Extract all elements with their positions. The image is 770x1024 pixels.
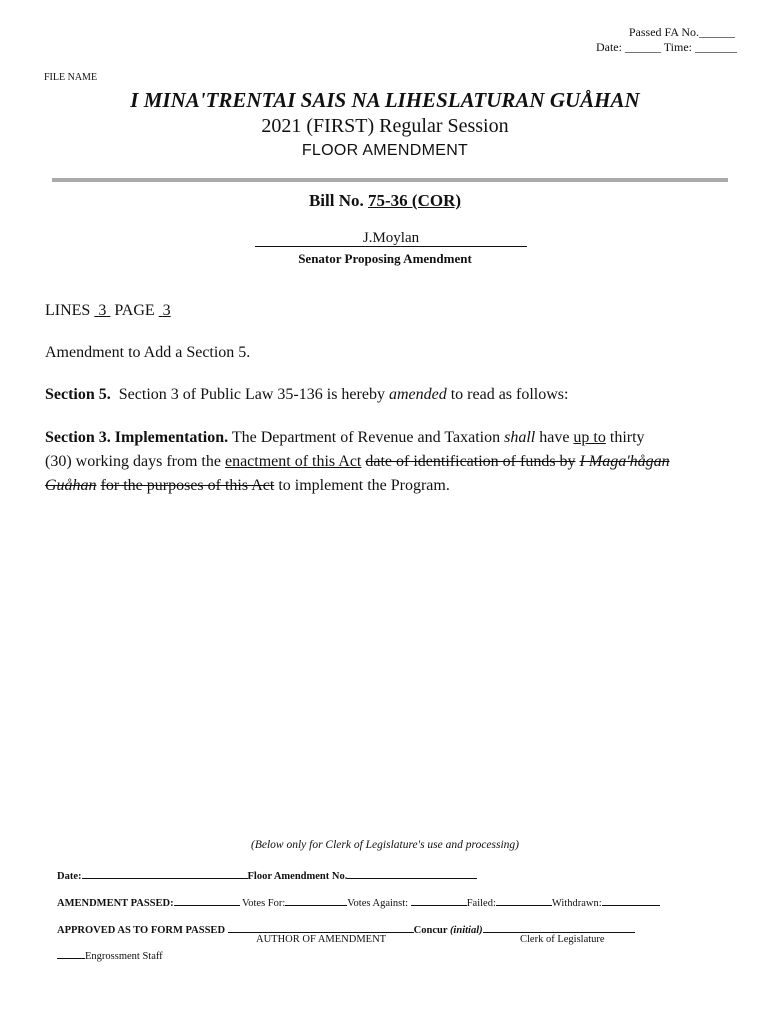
concur-initial-label: (initial) <box>449 925 483 936</box>
approved-label: APPROVED AS TO FORM PASSED <box>57 925 226 936</box>
section-3-struck-guahan: Guåhan <box>45 477 97 494</box>
section-5-text-a: Section 3 of Public Law 35-136 is hereby <box>118 386 385 403</box>
section-3-up-to: up to <box>573 429 606 446</box>
clerk-initial-blank[interactable] <box>483 921 635 933</box>
amendment-passed-row <box>57 894 660 909</box>
section-3-text-1: The Department of Revenue and Taxation <box>231 429 501 446</box>
failed-label: Failed: <box>466 898 496 909</box>
engrossment-blank[interactable] <box>57 947 85 959</box>
floor-amendment-no-label: Floor Amendment No. <box>247 871 348 882</box>
passed-fa-no: Passed FA No.______ <box>628 25 735 39</box>
section-5-label: Section 5. <box>45 386 111 403</box>
lines-label: LINES <box>45 302 91 319</box>
section-3-text-4: (30) working days from the <box>45 453 221 470</box>
amendment-passed-blank[interactable] <box>174 894 240 906</box>
section-3-struck-text-1: date of identification of funds by <box>365 453 576 470</box>
bill-number-line <box>0 191 770 211</box>
section-3-text-3: thirty <box>609 429 645 446</box>
section-3-text-5: to implement the Program. <box>278 477 450 494</box>
author-caption: AUTHOR OF AMENDMENT <box>256 934 387 945</box>
section-3-label: Section 3. Implementation. <box>45 429 229 446</box>
lines-value: 3 <box>98 302 107 319</box>
votes-against-blank[interactable] <box>411 894 467 906</box>
clerk-caption: Clerk of Legislature <box>520 934 605 945</box>
floor-amendment-title: FLOOR AMENDMENT <box>301 142 469 159</box>
section-3-struck-text-2: for the purposes of this Act <box>100 477 275 494</box>
section-5-text-b: to read as follows: <box>450 386 569 403</box>
clerk-note: (Below only for Clerk of Legislature's use and processing) <box>251 839 519 851</box>
file-name-label: FILE NAME <box>44 72 98 83</box>
concur-label: Concur <box>413 925 448 936</box>
votes-for-label: Votes For: <box>242 898 286 909</box>
page-value: 3 <box>162 302 171 319</box>
bill-number: 75-36 (COR) <box>368 191 462 210</box>
section-3-shall: shall <box>504 429 536 446</box>
lines-page <box>45 302 171 320</box>
votes-for-blank[interactable] <box>285 894 347 906</box>
bill-label: Bill No. <box>308 191 364 210</box>
senator-caption: Senator Proposing Amendment <box>298 251 472 266</box>
date-blank[interactable] <box>82 867 248 879</box>
withdrawn-blank[interactable] <box>602 894 660 906</box>
clerk-date-row <box>57 867 477 882</box>
page-label: PAGE <box>114 302 155 319</box>
engrossment-label: Engrossment Staff <box>85 951 163 962</box>
section-3-line-3 <box>45 477 450 495</box>
date-time-line: Date: ______ Time: _______ <box>595 40 737 54</box>
amendment-passed-label: AMENDMENT PASSED: <box>57 898 174 909</box>
section-5-amended: amended <box>388 386 447 403</box>
section-5-paragraph <box>45 386 568 404</box>
section-3-text-2: have <box>539 429 570 446</box>
senator-name: J.Moylan <box>255 231 527 247</box>
section-3-enactment: enactment of this Act <box>224 453 362 470</box>
votes-against-label: Votes Against: <box>347 898 409 909</box>
clerk-date-label: Date: <box>57 871 82 882</box>
withdrawn-label: Withdrawn: <box>551 898 602 909</box>
amendment-intro: Amendment to Add a Section 5. <box>45 344 251 361</box>
session-title: 2021 (FIRST) Regular Session <box>261 115 509 137</box>
section-3-struck-maga: I Maga'hågan <box>579 453 670 470</box>
engrossment-row <box>57 947 163 962</box>
section-3-line-1 <box>45 429 645 447</box>
failed-blank[interactable] <box>496 894 552 906</box>
legislature-title: I MINA'TRENTAI SAIS NA LIHESLATURAN GUÅHAN <box>130 88 640 112</box>
section-3-line-2 <box>45 453 670 471</box>
floor-amendment-no-blank[interactable] <box>347 867 477 879</box>
author-signature-blank[interactable] <box>228 921 414 933</box>
header-rule <box>52 178 728 182</box>
